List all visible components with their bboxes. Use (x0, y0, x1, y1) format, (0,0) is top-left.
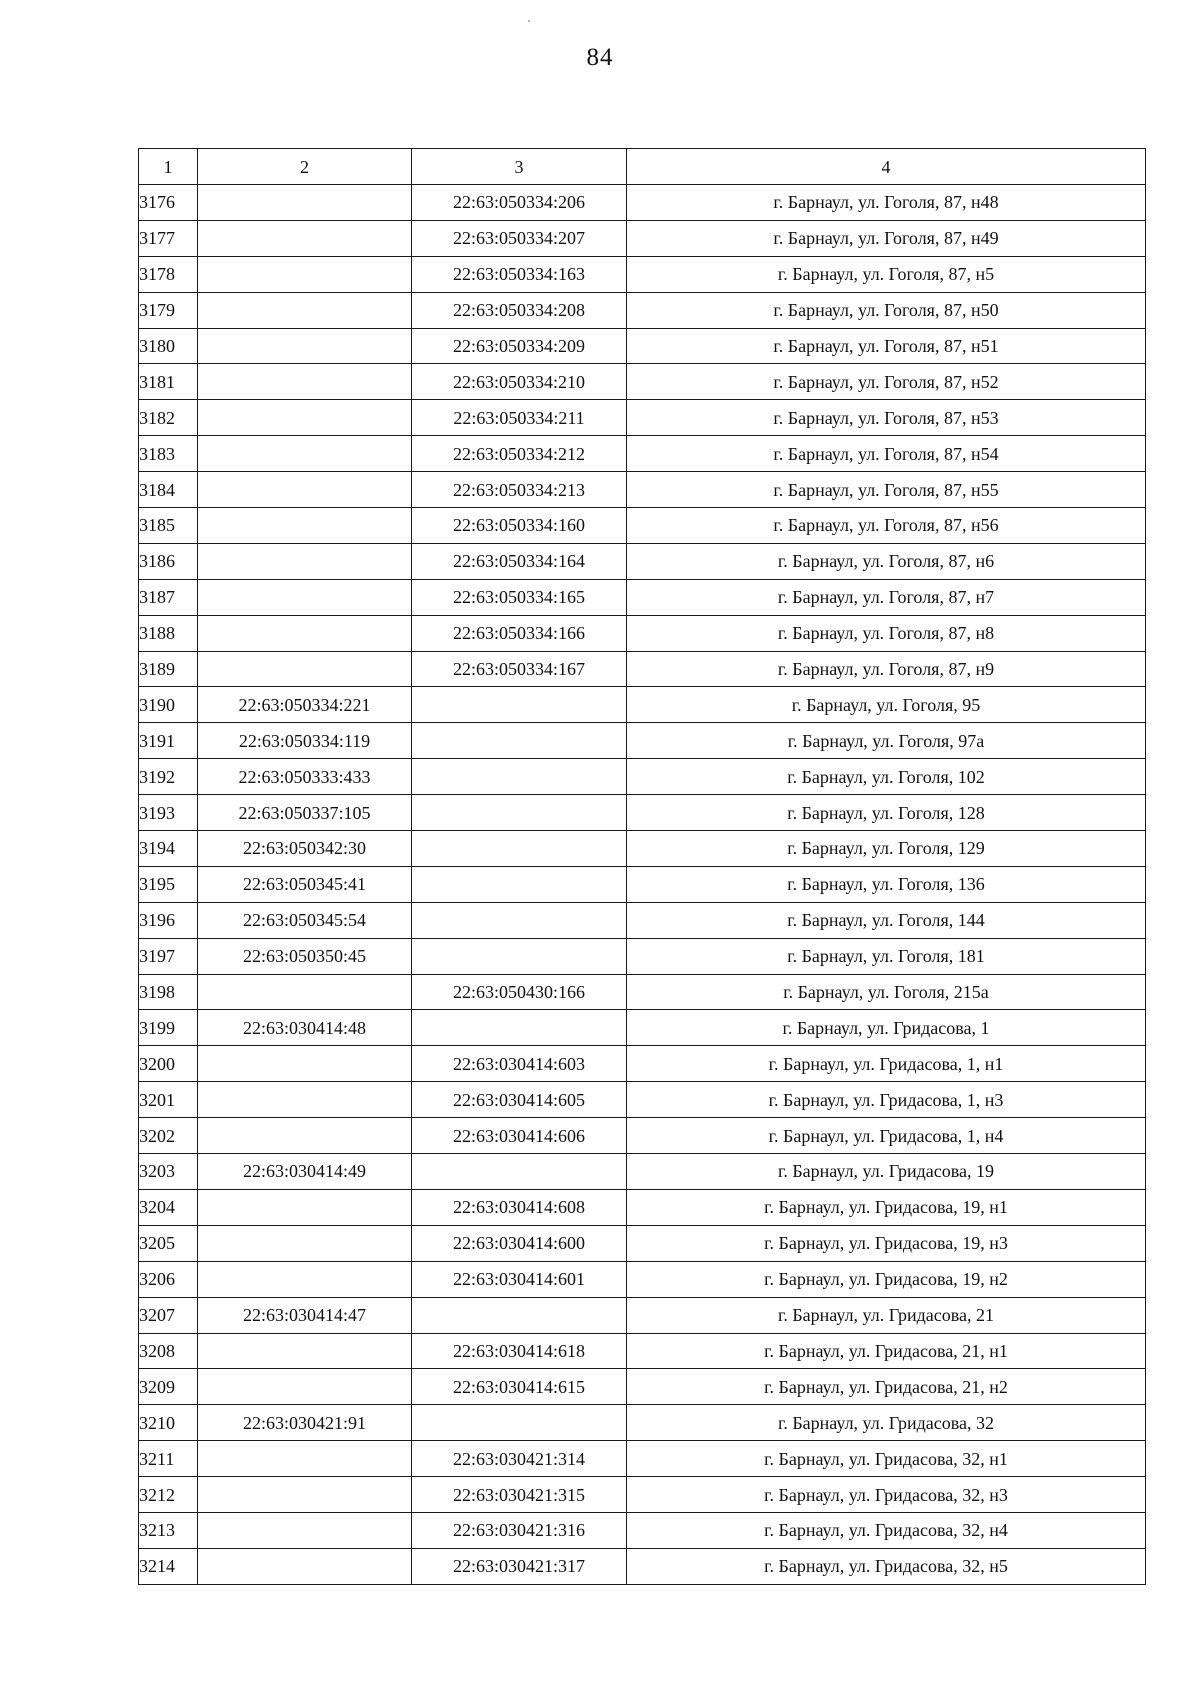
table-row (139, 831, 1146, 867)
land-cadastral-cell (198, 579, 412, 615)
land-cadastral-cell (198, 651, 412, 687)
row-number-cell: 3203 (139, 1154, 198, 1190)
premises-cadastral-cell (412, 1405, 627, 1441)
premises-cadastral-cell: 22:63:050334:167 (412, 651, 627, 687)
premises-cadastral-cell (412, 831, 627, 867)
table-row (139, 1441, 1146, 1477)
address-cell: г. Барнаул, ул. Гоголя, 87, н53 (627, 400, 1146, 436)
address-cell: г. Барнаул, ул. Гоголя, 87, н56 (627, 508, 1146, 544)
row-number-cell: 3182 (139, 400, 198, 436)
land-cadastral-cell: 22:63:050334:119 (198, 723, 412, 759)
land-cadastral-cell (198, 1548, 412, 1584)
address-cell: г. Барнаул, ул. Гоголя, 87, н54 (627, 436, 1146, 472)
land-cadastral-cell (198, 1189, 412, 1225)
premises-cadastral-cell: 22:63:030421:315 (412, 1477, 627, 1513)
page-number: 84 (586, 44, 614, 71)
premises-cadastral-cell (412, 795, 627, 831)
row-number-cell: 3211 (139, 1441, 198, 1477)
land-cadastral-cell (198, 1441, 412, 1477)
premises-cadastral-cell (412, 1297, 627, 1333)
address-cell: г. Барнаул, ул. Гридасова, 19, н2 (627, 1261, 1146, 1297)
row-number-cell: 3209 (139, 1369, 198, 1405)
premises-cadastral-cell: 22:63:050334:213 (412, 472, 627, 508)
address-cell: г. Барнаул, ул. Гоголя, 87, н8 (627, 615, 1146, 651)
address-cell: г. Барнаул, ул. Гридасова, 19, н1 (627, 1189, 1146, 1225)
address-cell: г. Барнаул, ул. Гоголя, 144 (627, 902, 1146, 938)
address-cell: г. Барнаул, ул. Гридасова, 32, н1 (627, 1441, 1146, 1477)
table-body (139, 185, 1146, 1585)
land-cadastral-cell (198, 1477, 412, 1513)
address-cell: г. Барнаул, ул. Гоголя, 87, н6 (627, 543, 1146, 579)
table-row (139, 687, 1146, 723)
premises-cadastral-cell (412, 866, 627, 902)
table-row (139, 938, 1146, 974)
table-row (139, 436, 1146, 472)
land-cadastral-cell (198, 615, 412, 651)
table-row (139, 1189, 1146, 1225)
row-number-cell: 3189 (139, 651, 198, 687)
table-row (139, 1369, 1146, 1405)
premises-cadastral-cell: 22:63:030414:603 (412, 1046, 627, 1082)
address-cell: г. Барнаул, ул. Гридасова, 32 (627, 1405, 1146, 1441)
address-cell: г. Барнаул, ул. Гридасова, 1 (627, 1010, 1146, 1046)
row-number-cell: 3210 (139, 1405, 198, 1441)
row-number-cell: 3179 (139, 292, 198, 328)
table-row (139, 256, 1146, 292)
table-row (139, 328, 1146, 364)
land-cadastral-cell (198, 472, 412, 508)
address-cell: г. Барнаул, ул. Гридасова, 21, н1 (627, 1333, 1146, 1369)
table-row (139, 723, 1146, 759)
table-row (139, 1512, 1146, 1548)
row-number-cell: 3199 (139, 1010, 198, 1046)
premises-cadastral-cell (412, 687, 627, 723)
land-cadastral-cell (198, 436, 412, 472)
registry-table (138, 148, 1146, 1585)
address-cell: г. Барнаул, ул. Гридасова, 21 (627, 1297, 1146, 1333)
address-cell: г. Барнаул, ул. Гоголя, 87, н7 (627, 579, 1146, 615)
land-cadastral-cell: 22:63:050337:105 (198, 795, 412, 831)
table-row (139, 866, 1146, 902)
address-cell: г. Барнаул, ул. Гридасова, 1, н4 (627, 1118, 1146, 1154)
land-cadastral-cell (198, 364, 412, 400)
address-cell: г. Барнаул, ул. Гоголя, 181 (627, 938, 1146, 974)
premises-cadastral-cell (412, 1154, 627, 1190)
table-row (139, 1082, 1146, 1118)
land-cadastral-cell (198, 256, 412, 292)
land-cadastral-cell (198, 400, 412, 436)
premises-cadastral-cell: 22:63:050334:209 (412, 328, 627, 364)
premises-cadastral-cell: 22:63:030414:615 (412, 1369, 627, 1405)
address-cell: г. Барнаул, ул. Гридасова, 1, н3 (627, 1082, 1146, 1118)
premises-cadastral-cell: 22:63:050430:166 (412, 974, 627, 1010)
premises-cadastral-cell: 22:63:030414:601 (412, 1261, 627, 1297)
premises-cadastral-cell: 22:63:050334:165 (412, 579, 627, 615)
premises-cadastral-cell (412, 938, 627, 974)
land-cadastral-cell (198, 185, 412, 221)
table-row (139, 1010, 1146, 1046)
address-cell: г. Барнаул, ул. Гоголя, 136 (627, 866, 1146, 902)
land-cadastral-cell (198, 292, 412, 328)
row-number-cell: 3214 (139, 1548, 198, 1584)
row-number-cell: 3196 (139, 902, 198, 938)
row-number-cell: 3206 (139, 1261, 198, 1297)
premises-cadastral-cell: 22:63:050334:163 (412, 256, 627, 292)
row-number-cell: 3184 (139, 472, 198, 508)
land-cadastral-cell: 22:63:050342:30 (198, 831, 412, 867)
premises-cadastral-cell (412, 759, 627, 795)
table-row (139, 472, 1146, 508)
premises-cadastral-cell: 22:63:050334:206 (412, 185, 627, 221)
land-cadastral-cell: 22:63:030414:49 (198, 1154, 412, 1190)
address-cell: г. Барнаул, ул. Гоголя, 128 (627, 795, 1146, 831)
address-cell: г. Барнаул, ул. Гоголя, 87, н49 (627, 220, 1146, 256)
premises-cadastral-cell (412, 723, 627, 759)
address-cell: г. Барнаул, ул. Гоголя, 95 (627, 687, 1146, 723)
row-number-cell: 3213 (139, 1512, 198, 1548)
premises-cadastral-cell: 22:63:050334:208 (412, 292, 627, 328)
address-cell: г. Барнаул, ул. Гридасова, 1, н1 (627, 1046, 1146, 1082)
table-row (139, 1261, 1146, 1297)
land-cadastral-cell (198, 1261, 412, 1297)
table-row (139, 1154, 1146, 1190)
column-header-premises-cadastral: 3 (412, 149, 627, 185)
address-cell: г. Барнаул, ул. Гоголя, 87, н48 (627, 185, 1146, 221)
land-cadastral-cell (198, 974, 412, 1010)
premises-cadastral-cell: 22:63:030421:317 (412, 1548, 627, 1584)
land-cadastral-cell (198, 1333, 412, 1369)
table-row (139, 1548, 1146, 1584)
row-number-cell: 3212 (139, 1477, 198, 1513)
premises-cadastral-cell: 22:63:030414:605 (412, 1082, 627, 1118)
premises-cadastral-cell (412, 902, 627, 938)
row-number-cell: 3201 (139, 1082, 198, 1118)
premises-cadastral-cell: 22:63:030421:314 (412, 1441, 627, 1477)
table-header-row (139, 149, 1146, 185)
table-row (139, 364, 1146, 400)
table-row (139, 974, 1146, 1010)
land-cadastral-cell (198, 543, 412, 579)
table-row (139, 185, 1146, 221)
premises-cadastral-cell: 22:63:050334:164 (412, 543, 627, 579)
land-cadastral-cell (198, 220, 412, 256)
table-row (139, 579, 1146, 615)
row-number-cell: 3185 (139, 508, 198, 544)
table-row (139, 795, 1146, 831)
row-number-cell: 3205 (139, 1225, 198, 1261)
address-cell: г. Барнаул, ул. Гридасова, 32, н5 (627, 1548, 1146, 1584)
premises-cadastral-cell: 22:63:030421:316 (412, 1512, 627, 1548)
land-cadastral-cell (198, 1225, 412, 1261)
row-number-cell: 3187 (139, 579, 198, 615)
premises-cadastral-cell: 22:63:050334:166 (412, 615, 627, 651)
premises-cadastral-cell: 22:63:050334:210 (412, 364, 627, 400)
table-row (139, 292, 1146, 328)
row-number-cell: 3200 (139, 1046, 198, 1082)
address-cell: г. Барнаул, ул. Гридасова, 21, н2 (627, 1369, 1146, 1405)
row-number-cell: 3193 (139, 795, 198, 831)
land-cadastral-cell: 22:63:050345:41 (198, 866, 412, 902)
table-row (139, 1297, 1146, 1333)
address-cell: г. Барнаул, ул. Гридасова, 32, н3 (627, 1477, 1146, 1513)
address-cell: г. Барнаул, ул. Гридасова, 19, н3 (627, 1225, 1146, 1261)
row-number-cell: 3194 (139, 831, 198, 867)
table-row (139, 615, 1146, 651)
land-cadastral-cell (198, 328, 412, 364)
premises-cadastral-cell: 22:63:050334:211 (412, 400, 627, 436)
table-row (139, 508, 1146, 544)
row-number-cell: 3188 (139, 615, 198, 651)
premises-cadastral-cell: 22:63:050334:160 (412, 508, 627, 544)
premises-cadastral-cell: 22:63:030414:600 (412, 1225, 627, 1261)
land-cadastral-cell (198, 1512, 412, 1548)
premises-cadastral-cell (412, 1010, 627, 1046)
row-number-cell: 3186 (139, 543, 198, 579)
address-cell: г. Барнаул, ул. Гоголя, 87, н51 (627, 328, 1146, 364)
address-cell: г. Барнаул, ул. Гоголя, 87, н5 (627, 256, 1146, 292)
premises-cadastral-cell: 22:63:030414:608 (412, 1189, 627, 1225)
table-row (139, 1405, 1146, 1441)
land-cadastral-cell: 22:63:030421:91 (198, 1405, 412, 1441)
land-cadastral-cell (198, 1118, 412, 1154)
row-number-cell: 3197 (139, 938, 198, 974)
row-number-cell: 3190 (139, 687, 198, 723)
land-cadastral-cell: 22:63:050350:45 (198, 938, 412, 974)
row-number-cell: 3202 (139, 1118, 198, 1154)
row-number-cell: 3192 (139, 759, 198, 795)
address-cell: г. Барнаул, ул. Гоголя, 87, н50 (627, 292, 1146, 328)
row-number-cell: 3207 (139, 1297, 198, 1333)
table-row (139, 1333, 1146, 1369)
address-cell: г. Барнаул, ул. Гридасова, 19 (627, 1154, 1146, 1190)
land-cadastral-cell: 22:63:030414:47 (198, 1297, 412, 1333)
land-cadastral-cell (198, 508, 412, 544)
table-row (139, 651, 1146, 687)
table-row (139, 1225, 1146, 1261)
address-cell: г. Барнаул, ул. Гоголя, 87, н55 (627, 472, 1146, 508)
column-header-land-cadastral: 2 (198, 149, 412, 185)
address-cell: г. Барнаул, ул. Гоголя, 129 (627, 831, 1146, 867)
row-number-cell: 3198 (139, 974, 198, 1010)
row-number-cell: 3204 (139, 1189, 198, 1225)
address-cell: г. Барнаул, ул. Гоголя, 87, н52 (627, 364, 1146, 400)
table-row (139, 1477, 1146, 1513)
land-cadastral-cell: 22:63:050334:221 (198, 687, 412, 723)
row-number-cell: 3208 (139, 1333, 198, 1369)
land-cadastral-cell: 22:63:030414:48 (198, 1010, 412, 1046)
table-row (139, 1046, 1146, 1082)
address-cell: г. Барнаул, ул. Гоголя, 215а (627, 974, 1146, 1010)
land-cadastral-cell (198, 1369, 412, 1405)
row-number-cell: 3183 (139, 436, 198, 472)
row-number-cell: 3177 (139, 220, 198, 256)
table-row (139, 220, 1146, 256)
table-row (139, 1118, 1146, 1154)
land-cadastral-cell: 22:63:050333:433 (198, 759, 412, 795)
scan-speck (528, 20, 530, 22)
row-number-cell: 3180 (139, 328, 198, 364)
address-cell: г. Барнаул, ул. Гоголя, 97а (627, 723, 1146, 759)
address-cell: г. Барнаул, ул. Гоголя, 102 (627, 759, 1146, 795)
land-cadastral-cell (198, 1046, 412, 1082)
premises-cadastral-cell: 22:63:030414:618 (412, 1333, 627, 1369)
table-row (139, 543, 1146, 579)
land-cadastral-cell (198, 1082, 412, 1118)
row-number-cell: 3191 (139, 723, 198, 759)
table-row (139, 759, 1146, 795)
land-cadastral-cell: 22:63:050345:54 (198, 902, 412, 938)
address-cell: г. Барнаул, ул. Гридасова, 32, н4 (627, 1512, 1146, 1548)
premises-cadastral-cell: 22:63:050334:212 (412, 436, 627, 472)
table-row (139, 400, 1146, 436)
column-header-address: 4 (627, 149, 1146, 185)
address-cell: г. Барнаул, ул. Гоголя, 87, н9 (627, 651, 1146, 687)
row-number-cell: 3195 (139, 866, 198, 902)
row-number-cell: 3176 (139, 185, 198, 221)
premises-cadastral-cell: 22:63:030414:606 (412, 1118, 627, 1154)
premises-cadastral-cell: 22:63:050334:207 (412, 220, 627, 256)
column-header-number: 1 (139, 149, 198, 185)
table-row (139, 902, 1146, 938)
row-number-cell: 3178 (139, 256, 198, 292)
row-number-cell: 3181 (139, 364, 198, 400)
